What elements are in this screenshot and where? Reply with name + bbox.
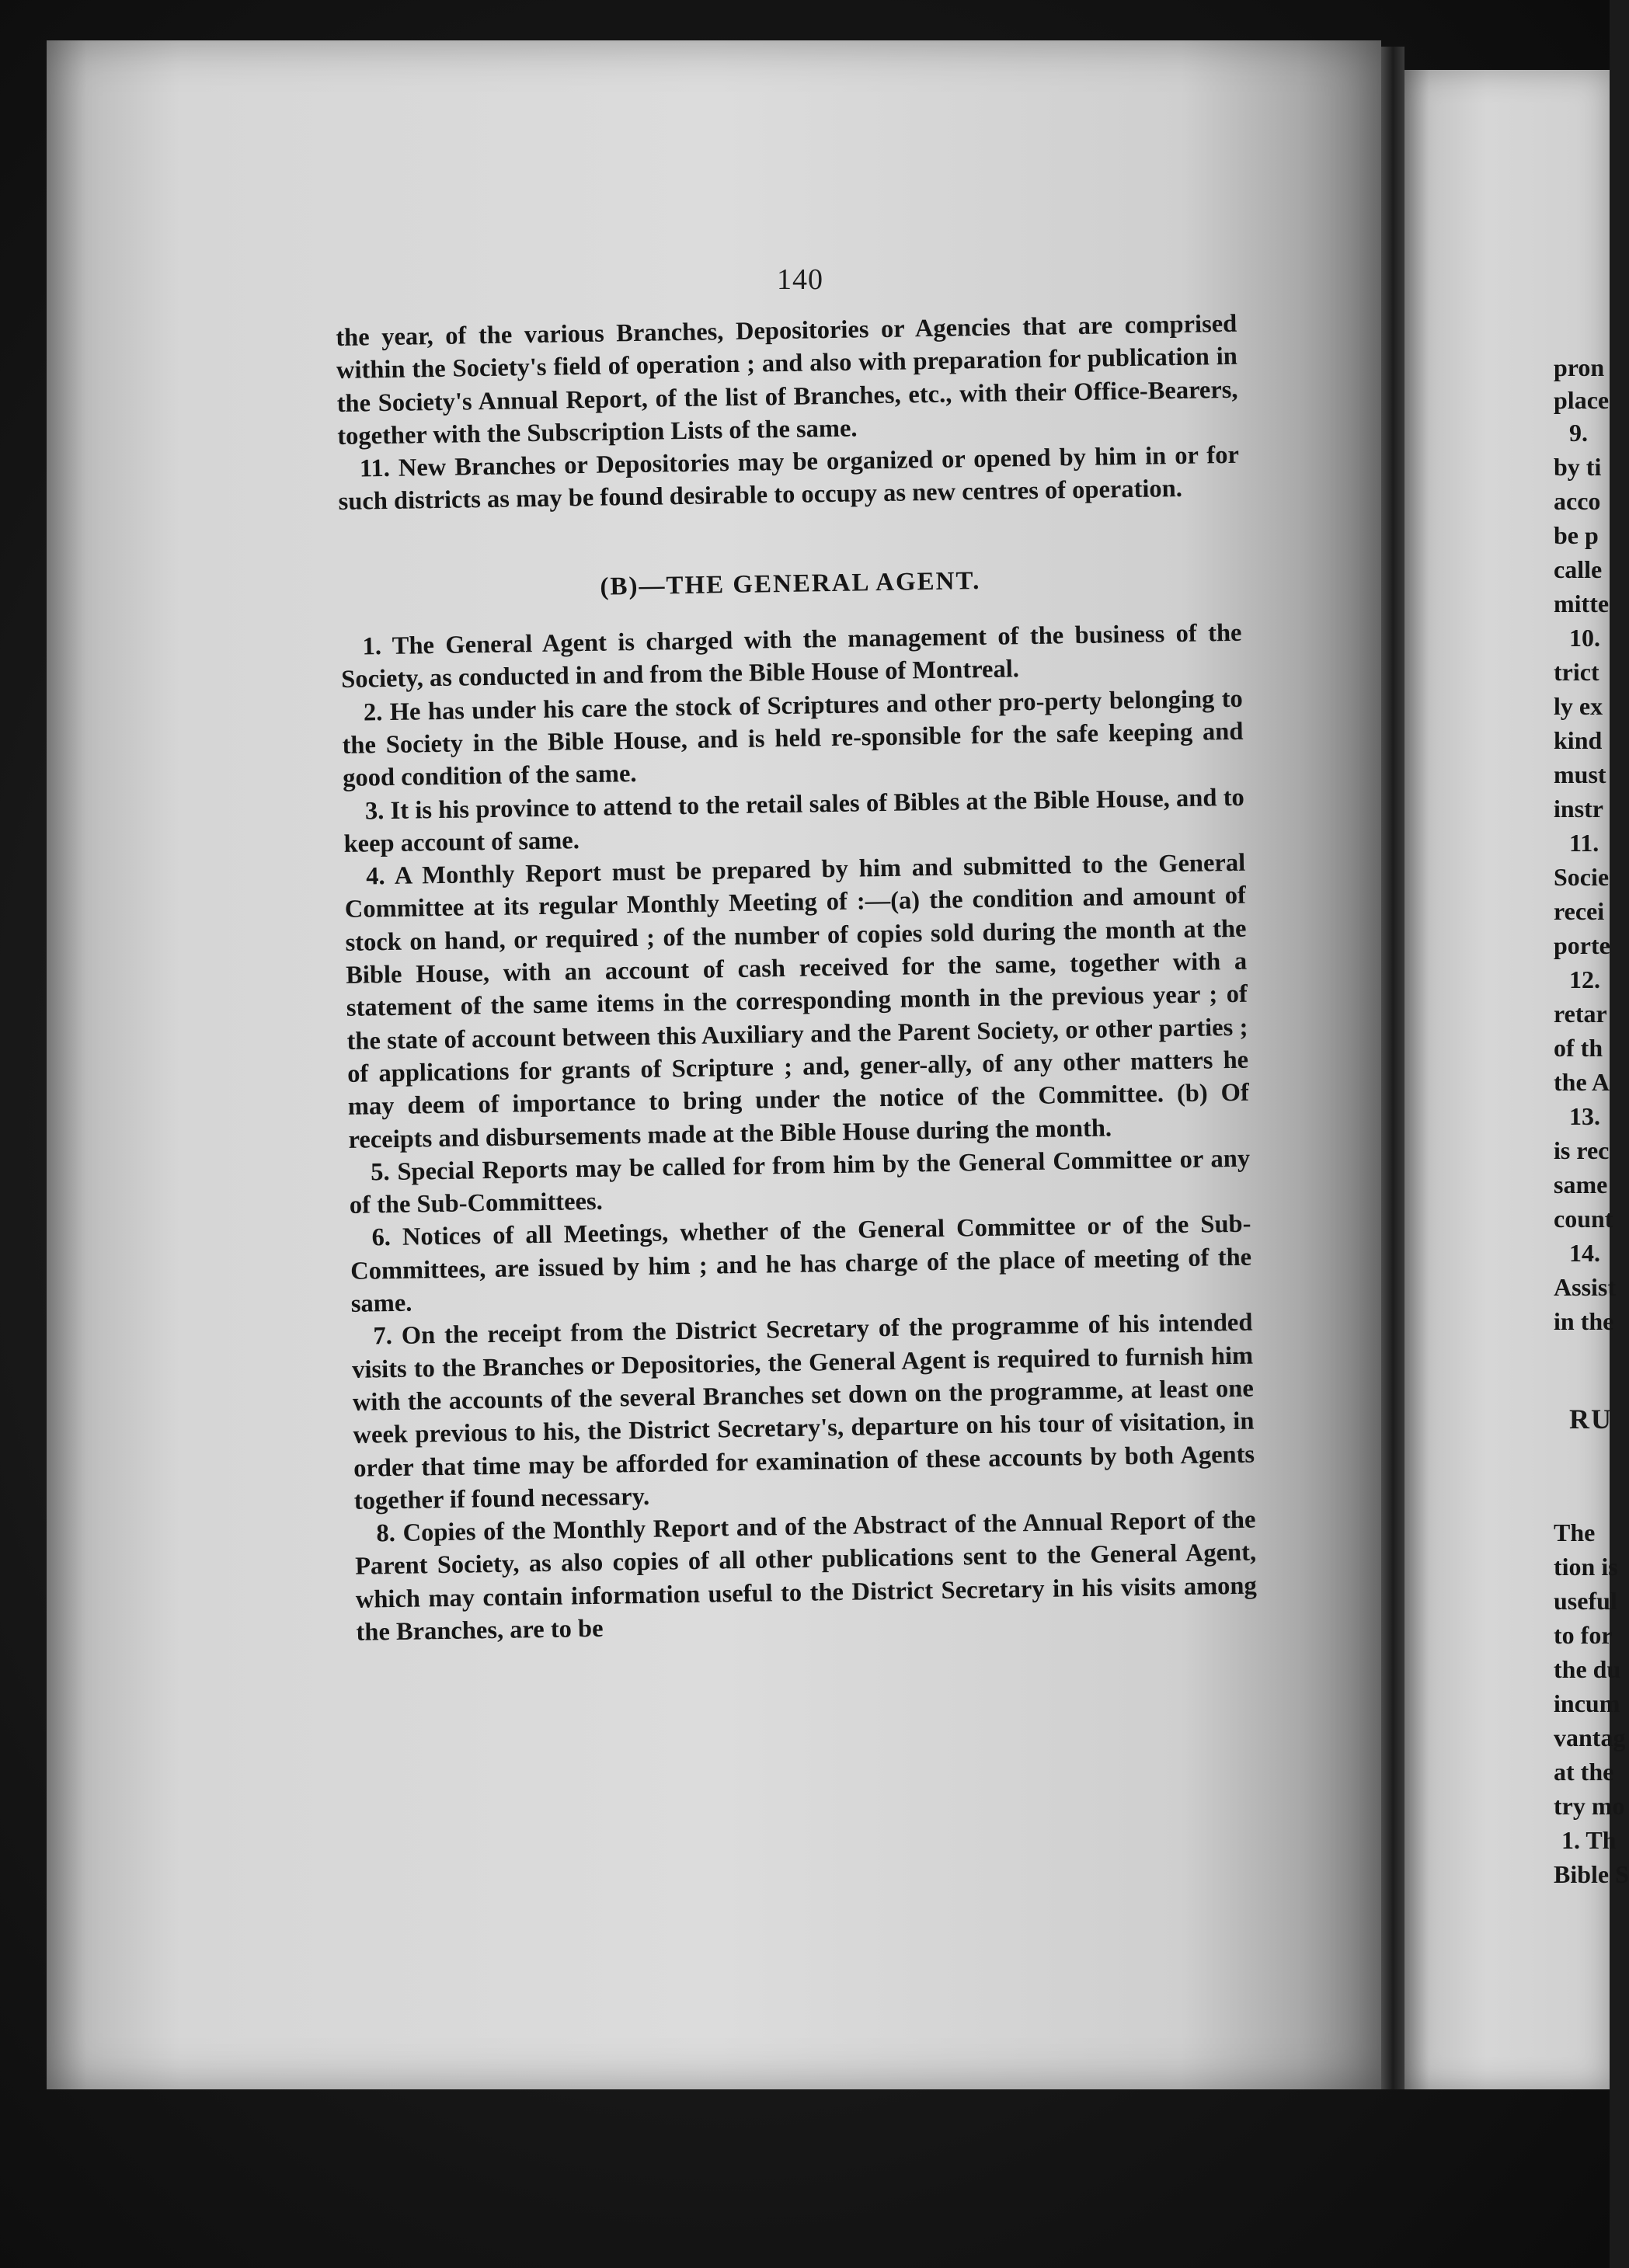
rule-paragraph-5: 5. Special Reports may be called for from him by the General Committee or any of the Sub-Committees. bbox=[349, 1144, 1251, 1219]
facing-line: the du bbox=[1554, 1655, 1621, 1683]
facing-line: useful bbox=[1554, 1587, 1617, 1615]
facing-line: ly ex bbox=[1554, 692, 1603, 720]
facing-line: porte bbox=[1554, 931, 1610, 959]
facing-line: pron bbox=[1554, 353, 1605, 381]
intro-paragraph-2: 11. New Branches or Depositories may be organized or opened by him in or for such districts as may be found desirable to occupy as new centres of operation. bbox=[338, 440, 1240, 517]
facing-line: vantag bbox=[1554, 1724, 1626, 1751]
facing-line: 11. bbox=[1569, 829, 1599, 857]
facing-line: to for bbox=[1554, 1621, 1613, 1649]
facing-page-heading: RU bbox=[1569, 1404, 1613, 1435]
main-text-block bbox=[336, 308, 1258, 1649]
facing-line: Bible S bbox=[1554, 1860, 1629, 1888]
facing-line: 12. bbox=[1569, 965, 1600, 993]
book-gutter bbox=[1381, 47, 1404, 2089]
facing-line: instr bbox=[1554, 795, 1603, 823]
facing-line: must bbox=[1554, 760, 1606, 788]
facing-line: kind bbox=[1554, 726, 1603, 754]
intro-paragraph-1: the year, of the various Branches, Depositories or Agencies that are comprised within the Society's field of operation ; and also with preparation for publication in the Society's Annual Report, of the list of Branches, etc., with their Office-Bearers, together with the Subscription Lists of the same. bbox=[336, 309, 1238, 450]
facing-line: at the bbox=[1554, 1758, 1614, 1786]
facing-line: the A bbox=[1554, 1068, 1610, 1096]
page-number: 140 bbox=[777, 263, 823, 296]
rule-paragraph-4: 4. A Monthly Report must be prepared by him and submitted to the General Committee at its regular Monthly Meeting of :—(a) the condition and amount of stock on hand, or required ; of the number of copies sold during the month at the Bible House, with an account of cash received for the same, together with a statement of the same items in the corresponding month in the previous year ; of the state of account between this Auxiliary and the Parent Society, or other parties ; of applications for grants of Scripture ; and, gener-ally, of any other matters he may deem of importance to bring under the notice of the Committee. (b) Of receipts and disbursements made at the Bible House during the month. bbox=[344, 848, 1250, 1154]
facing-line: mitte bbox=[1554, 590, 1610, 617]
facing-line: The bbox=[1554, 1518, 1596, 1546]
facing-line: is rec bbox=[1554, 1136, 1610, 1164]
facing-line: same bbox=[1554, 1171, 1608, 1198]
facing-line: try mo bbox=[1554, 1792, 1625, 1820]
facing-line: be p bbox=[1554, 521, 1599, 549]
facing-line: 13. bbox=[1569, 1102, 1600, 1130]
rule-paragraph-6: 6. Notices of all Meetings, whether of the General Committee or of the Sub-Committees, are issued by him ; and he has charge of the place of meeting of the same. bbox=[350, 1210, 1252, 1318]
section-heading: (B)—THE GENERAL AGENT. bbox=[600, 566, 981, 601]
facing-line: recei bbox=[1554, 897, 1605, 925]
facing-line: trict bbox=[1554, 658, 1599, 686]
rule-paragraph-7: 7. On the receipt from the District Secretary of the programme of his intended visits to the Branches or Depositories, the General Agent is required to furnish him with the accounts of the several Branches set down on the programme, at least one week previous to his, the District Secretary's, departure on his tour of visitation, in order that time may be afforded for examination of these accounts by both Agents together if found necessary. bbox=[351, 1308, 1255, 1515]
rule-paragraph-2: 2. He has under his care the stock of Scriptures and other pro-perty belonging to the Society in the Bible House, and is held re-sponsible for the safe keeping and good condition of the same. bbox=[342, 684, 1244, 793]
rule-paragraph-3: 3. It is his province to attend to the retail sales of Bibles at the Bible House, and to keep account of same. bbox=[343, 783, 1245, 858]
facing-line: acco bbox=[1554, 487, 1601, 515]
rule-paragraph-8: 8. Copies of the Monthly Report and of the Abstract of the Annual Report of the Parent Society, as also copies of all other publications sent to the General Agent, which may contain information useful to the District Secretary in his visits among the Branches, are to be bbox=[354, 1505, 1257, 1647]
facing-line: count bbox=[1554, 1205, 1613, 1233]
facing-line: retar bbox=[1554, 1000, 1607, 1028]
rule-paragraph-1: 1. The General Agent is charged with the management of the business of the Society, as conducted in and from the Bible House of Montreal. bbox=[340, 618, 1242, 694]
facing-line: place bbox=[1554, 386, 1610, 414]
facing-line: by ti bbox=[1554, 453, 1602, 481]
facing-line: Assist bbox=[1554, 1273, 1617, 1301]
facing-line: incum bbox=[1554, 1689, 1620, 1717]
facing-page-text bbox=[1554, 353, 1629, 2140]
facing-line: 10. bbox=[1569, 624, 1600, 652]
facing-line: calle bbox=[1554, 555, 1603, 583]
facing-line: 9. bbox=[1569, 419, 1588, 447]
facing-line: Socie bbox=[1554, 863, 1610, 891]
facing-line: 14. bbox=[1569, 1239, 1600, 1267]
facing-line: of th bbox=[1554, 1034, 1603, 1062]
facing-line: 1. Th bbox=[1561, 1826, 1617, 1854]
facing-line: in the bbox=[1554, 1307, 1614, 1335]
facing-line: tion is bbox=[1554, 1553, 1618, 1581]
